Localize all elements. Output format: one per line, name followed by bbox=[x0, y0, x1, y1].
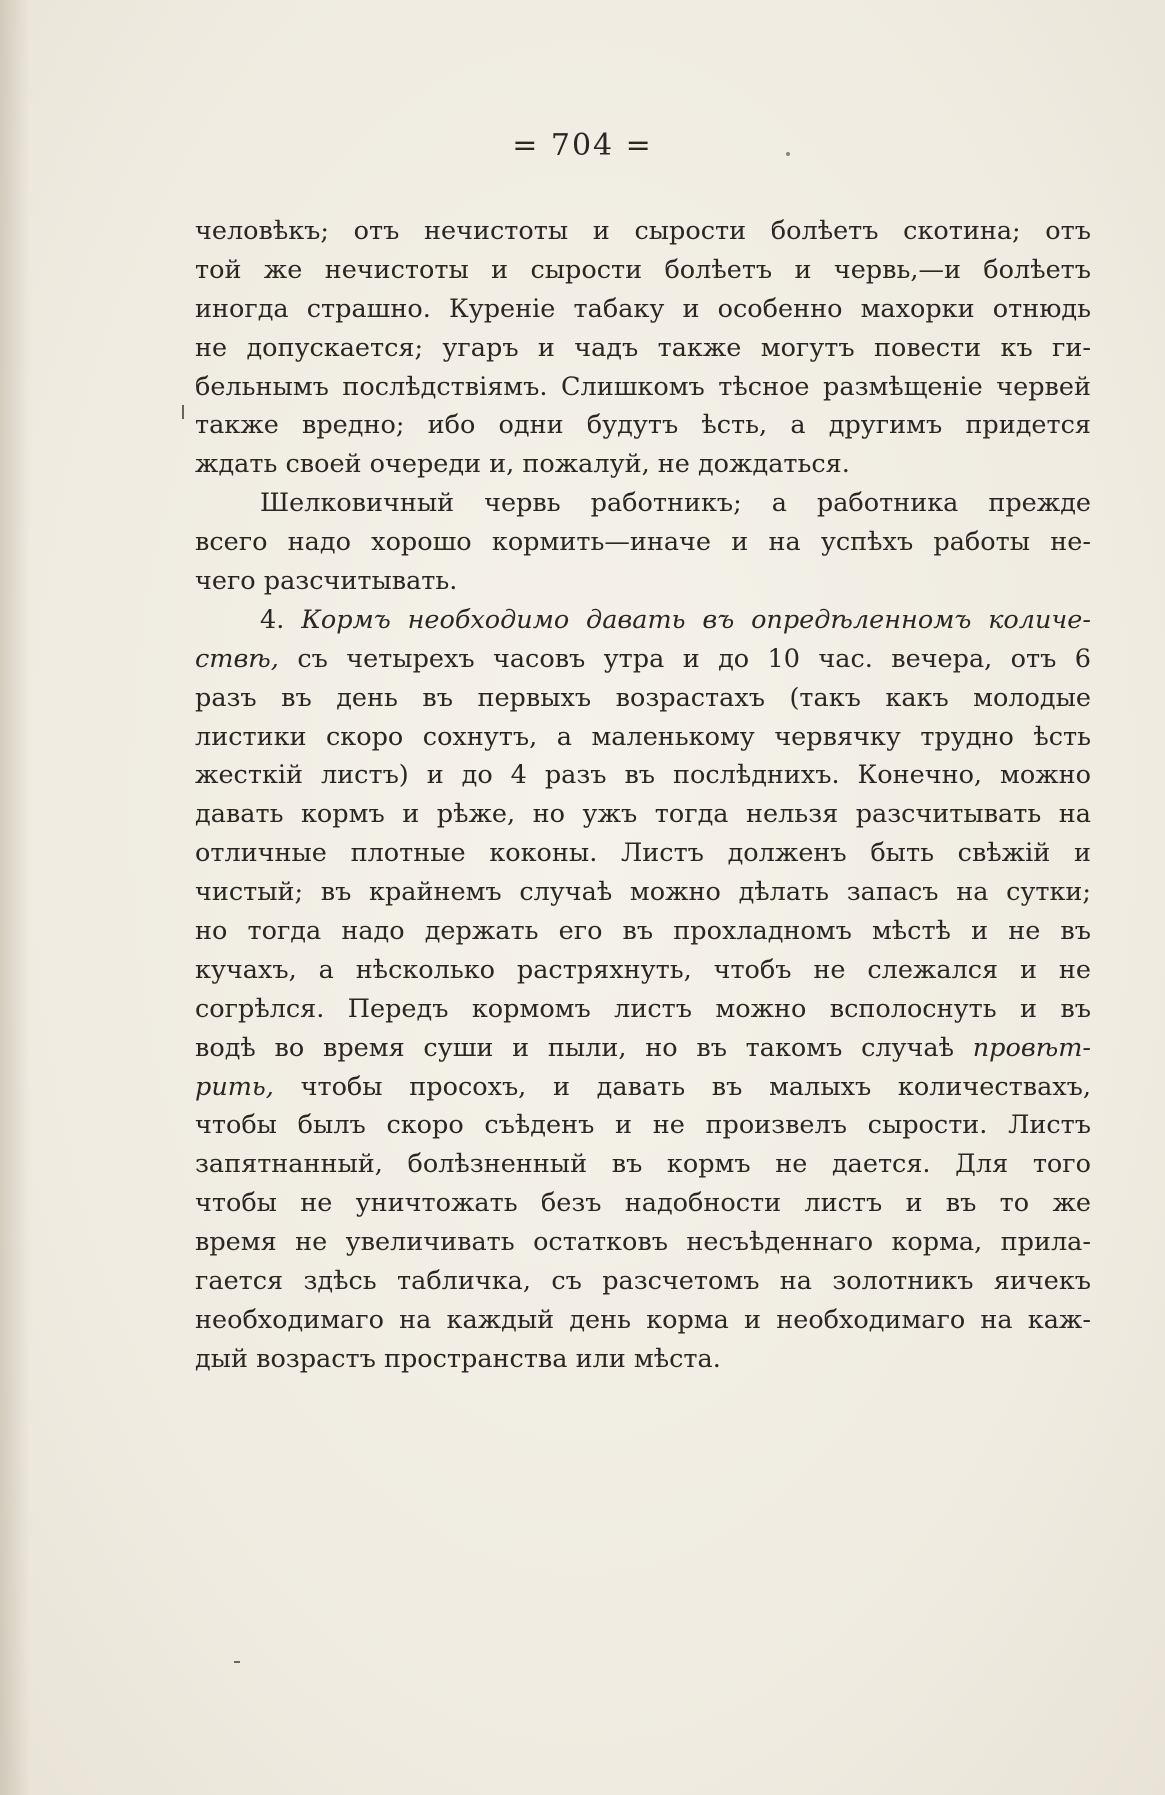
text-segment: но тогда надо держать его въ прохладномъ мѣстѣ и не въ bbox=[195, 916, 1091, 947]
text-line bbox=[195, 912, 1091, 951]
text-line bbox=[195, 1145, 1091, 1184]
text-line bbox=[195, 484, 1091, 523]
text-segment: 4. bbox=[260, 604, 302, 635]
text-segment: бельнымъ послѣдствіямъ. Слишкомъ тѣсное размѣщеніе червей bbox=[195, 371, 1091, 402]
italic-text: Кормъ необходимо давать въ опредѣленномъ количе- bbox=[301, 604, 1091, 635]
text-segment: запятнанный, болѣзненный въ кормъ не дается. Для того bbox=[195, 1149, 1091, 1180]
text-line bbox=[195, 290, 1091, 329]
text-segment: разъ въ день въ первыхъ возрастахъ (такъ какъ молодые bbox=[195, 682, 1091, 713]
print-speck bbox=[786, 152, 790, 156]
text-line bbox=[195, 756, 1091, 795]
text-line bbox=[195, 718, 1091, 757]
body-text bbox=[195, 212, 1091, 1379]
text-line bbox=[195, 601, 1091, 640]
text-line bbox=[195, 562, 1091, 601]
margin-mark bbox=[234, 1661, 240, 1663]
page-edge-shadow bbox=[0, 0, 30, 1795]
italic-text: провѣт- bbox=[972, 1032, 1091, 1063]
text-line bbox=[195, 1262, 1091, 1301]
text-line bbox=[195, 368, 1091, 407]
text-segment: Шелковичный червь работникъ; а работника прежде bbox=[260, 488, 1091, 519]
italic-text: ствѣ, bbox=[195, 643, 279, 674]
text-line bbox=[195, 679, 1091, 718]
text-segment: дый возрастъ пространства или мѣста. bbox=[195, 1343, 721, 1374]
text-line bbox=[195, 1029, 1091, 1068]
text-segment: не допускается; угаръ и чадъ также могутъ повести къ ги- bbox=[195, 332, 1091, 363]
text-line bbox=[195, 329, 1091, 368]
text-segment: чего разсчитывать. bbox=[195, 566, 458, 597]
italic-text: рить, bbox=[195, 1071, 274, 1102]
margin-mark bbox=[182, 405, 184, 419]
text-line bbox=[195, 1068, 1091, 1107]
text-line bbox=[195, 1301, 1091, 1340]
text-segment: той же нечистоты и сырости болѣетъ и червь,—и болѣетъ bbox=[195, 254, 1091, 285]
text-line bbox=[195, 523, 1091, 562]
text-line bbox=[195, 406, 1091, 445]
page-number: = 704 = bbox=[512, 128, 653, 163]
text-segment: чтобы былъ скоро съѣденъ и не произвелъ сырости. Листъ bbox=[195, 1110, 1091, 1141]
text-line bbox=[195, 951, 1091, 990]
text-segment: гается здѣсь табличка, съ разсчетомъ на золотникъ яичекъ bbox=[195, 1266, 1091, 1297]
text-segment: водѣ во время суши и пыли, но въ такомъ случаѣ bbox=[195, 1032, 973, 1063]
text-segment: отличные плотные коконы. Листъ долженъ быть свѣжій и bbox=[195, 838, 1091, 869]
text-segment: всего надо хорошо кормить—иначе и на успѣхъ работы не- bbox=[195, 527, 1091, 558]
text-segment: чистый; въ крайнемъ случаѣ можно дѣлать запасъ на сутки; bbox=[195, 877, 1091, 908]
text-segment: человѣкъ; отъ нечистоты и сырости болѣетъ скотина; отъ bbox=[195, 216, 1091, 246]
text-line bbox=[195, 1340, 1091, 1379]
text-line bbox=[195, 445, 1091, 484]
text-segment: кучахъ, а нѣсколько растряхнуть, чтобъ не слежался и не bbox=[195, 954, 1091, 985]
text-segment: необходимаго на каждый день корма и необходимаго на каж- bbox=[195, 1304, 1091, 1335]
text-line bbox=[195, 990, 1091, 1029]
text-line bbox=[195, 873, 1091, 912]
text-line bbox=[195, 834, 1091, 873]
text-line bbox=[195, 1184, 1091, 1223]
text-segment: чтобы не уничтожать безъ надобности листъ и въ то же bbox=[195, 1188, 1091, 1219]
text-segment: чтобы просохъ, и давать въ малыхъ количествахъ, bbox=[273, 1071, 1091, 1102]
text-line bbox=[195, 251, 1091, 290]
text-segment: время не увеличивать остатковъ несъѣденнаго корма, прила- bbox=[195, 1227, 1091, 1258]
text-line bbox=[195, 1223, 1091, 1262]
text-segment: иногда страшно. Куреніе табаку и особенно махорки отнюдь bbox=[195, 293, 1091, 324]
text-line bbox=[195, 795, 1091, 834]
text-segment: листики скоро сохнутъ, а маленькому червячку трудно ѣсть bbox=[195, 721, 1091, 752]
text-segment: жесткій листъ) и до 4 разъ въ послѣднихъ. Конечно, можно bbox=[195, 760, 1091, 791]
text-segment: согрѣлся. Передъ кормомъ листъ можно всполоснуть и въ bbox=[195, 993, 1091, 1024]
text-line bbox=[195, 640, 1091, 679]
text-segment: давать кормъ и рѣже, но ужъ тогда нельзя разсчитывать на bbox=[195, 799, 1091, 830]
text-segment: съ четырехъ часовъ утра и до 10 час. вечера, отъ 6 bbox=[278, 643, 1091, 674]
text-line bbox=[195, 1106, 1091, 1145]
text-segment: ждать своей очереди и, пожалуй, не дождаться. bbox=[195, 449, 850, 480]
text-segment: также вредно; ибо одни будутъ ѣсть, а другимъ придется bbox=[195, 410, 1091, 441]
text-line bbox=[195, 212, 1091, 251]
